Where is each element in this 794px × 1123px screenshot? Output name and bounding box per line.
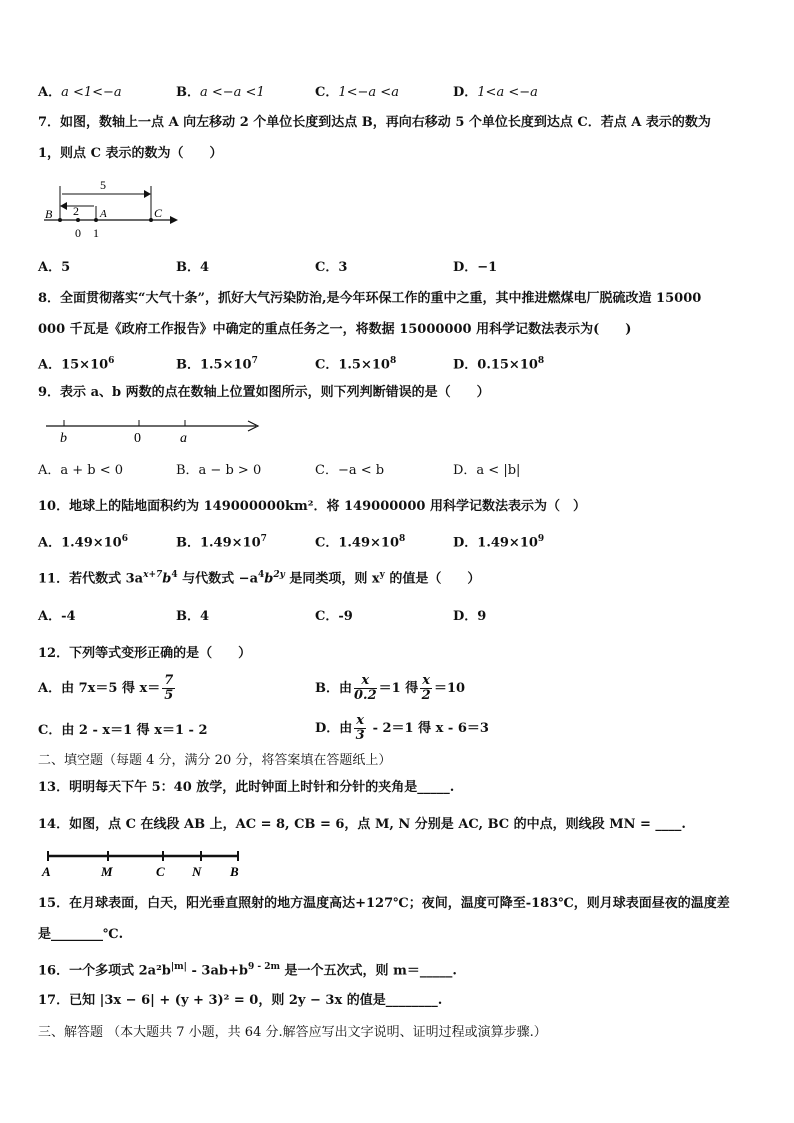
q14-stem: 14．如图，点 C 在线段 AB 上，AC = 8, CB = 6，点 M, N 分别是 AC, BC 的中点，则线段 MN = ____. (38, 817, 686, 832)
q9-fig-label-zero: 0 (134, 431, 141, 446)
q13-stem: 13．明明每天下午 5：40 放学，此时钟面上时针和分针的夹角是_____. (38, 780, 455, 795)
q12-option-b: B．由 $\frac{x}{0.2}$ ＝1 得 $\frac{x}{2}$ ＝10 (315, 673, 466, 703)
q14-segment-figure (40, 848, 246, 882)
q11-option-d: D．9 (453, 609, 487, 624)
q7-fig-label-zero: 0 (75, 226, 81, 240)
q7-fig-label-c: C (154, 206, 163, 220)
q9-option-a: A．a + b < 0 (38, 463, 124, 478)
q8-option-b: B．$1.5\times 10^7$ (176, 356, 258, 373)
q11-stem: 11．若代数式 $3a^{x+7}b^4$ 与代数式 $-a^4b^{2y}$ 是同类项，则 $x^y$ 的值是（ ） (38, 570, 481, 587)
q8-option-a: A．$15\times 10^6$ (38, 356, 115, 373)
q9-option-b: B．a − b > 0 (176, 463, 262, 478)
q7-fig-label-a: A (100, 208, 107, 220)
q14-fig-label-n: N (192, 864, 202, 879)
q10-option-c: C．$1.49\times 10^8$ (315, 534, 406, 551)
q12-option-a: A．由 7x＝5 得 x＝ $\frac{7}{5}$ (38, 673, 174, 703)
q17-stem: 17．已知 |3x − 6| + (y + 3)² = 0，则 2y − 3x 的值是________. (38, 993, 443, 1008)
q10-option-b: B．$1.49\times 10^7$ (176, 534, 267, 551)
q8-option-d: D．$0.15\times 10^8$ (453, 356, 545, 373)
q11-option-b: B．4 (176, 609, 210, 624)
q10-option-a: A．$1.49\times 10^6$ (38, 534, 128, 551)
q7-fig-label-two: 2 (73, 204, 79, 218)
q12-option-d: D．由 $\frac{x}{3}$ - 2＝1 得 x - 6＝3 (315, 713, 489, 743)
q7-option-c: C．3 (315, 260, 348, 275)
q16-stem: 16．一个多项式 $2a^2b^{|m|} - 3ab+b^{9 - 2m}$ 是一个五次式，则 m＝_____. (38, 962, 457, 979)
q8-option-c: C．$1.5\times 10^8$ (315, 356, 397, 373)
q12-option-c: C．由 2 - x＝1 得 x＝1 - 2 (38, 723, 208, 738)
q7-fig-label-one: 1 (93, 226, 99, 240)
q14-fig-label-m: M (101, 864, 113, 879)
q9-stem: 9．表示 a、b 两数的点在数轴上位置如图所示，则下列判断错误的是（ ） (38, 385, 490, 400)
q6-option-c: C．1<−a <a (315, 85, 399, 100)
q6-option-a: A．a <1<−a (38, 85, 122, 100)
q8-stem-line1: 8．全面贯彻落实“大气十条”，抓好大气污染防治,是今年环保工作的重中之重，其中推进燃煤电厂脱硫改造 15000 (38, 291, 702, 306)
q14-fig-label-c: C (156, 864, 165, 879)
q9-number-line-figure (44, 414, 266, 446)
q7-fig-label-b: B (45, 207, 53, 221)
q9-option-c: C．−a < b (315, 463, 385, 478)
q8-stem-line2: 000 千瓦是《政府工作报告》中确定的重点任务之一，将数据 15000000 用科学记数法表示为( ) (38, 322, 632, 337)
q7-option-a: A．5 (38, 260, 71, 275)
q7-fig-label-five: 5 (100, 178, 106, 192)
q11-option-a: A．-4 (38, 609, 76, 624)
q7-option-b: B．4 (176, 260, 210, 275)
q10-option-d: D．$1.49\times 10^9$ (453, 534, 545, 551)
q14-fig-label-b: B (230, 864, 239, 879)
q15-stem-line1: 15．在月球表面，白天，阳光垂直照射的地方温度高达+127℃；夜间，温度可降至-183℃，则月球表面昼夜的温度差 (38, 896, 730, 911)
q9-option-d: D．a < |b| (453, 463, 521, 478)
q7-number-line-figure (40, 178, 185, 242)
q9-fig-label-b: b (60, 431, 67, 446)
q7-stem-line1: 7．如图，数轴上一点 A 向左移动 2 个单位长度到达点 B，再向右移动 5 个单位长度到达点 C．若点 A 表示的数为 (38, 115, 711, 130)
q6-option-d: D．1<a <−a (453, 85, 538, 100)
q9-fig-label-a: a (180, 431, 187, 446)
q7-option-d: D．−1 (453, 260, 498, 275)
q12-stem: 12．下列等式变形正确的是（ ） (38, 646, 252, 661)
q7-stem-line2: 1，则点 C 表示的数为（ ） (38, 146, 223, 161)
section-3-heading: 三、解答题 （本大题共 7 小题，共 64 分.解答应写出文字说明、证明过程或演算步骤.） (38, 1025, 547, 1040)
q15-stem-line2: 是________℃. (38, 927, 124, 942)
q10-stem: 10．地球上的陆地面积约为 149000000km²．将 149000000 用科学记数法表示为（ ） (38, 499, 586, 514)
q6-option-b: B．a <−a <1 (176, 85, 265, 100)
section-2-heading: 二、填空题（每题 4 分，满分 20 分，将答案填在答题纸上） (38, 753, 392, 768)
q11-option-c: C．-9 (315, 609, 353, 624)
q14-fig-label-a: A (42, 864, 51, 879)
